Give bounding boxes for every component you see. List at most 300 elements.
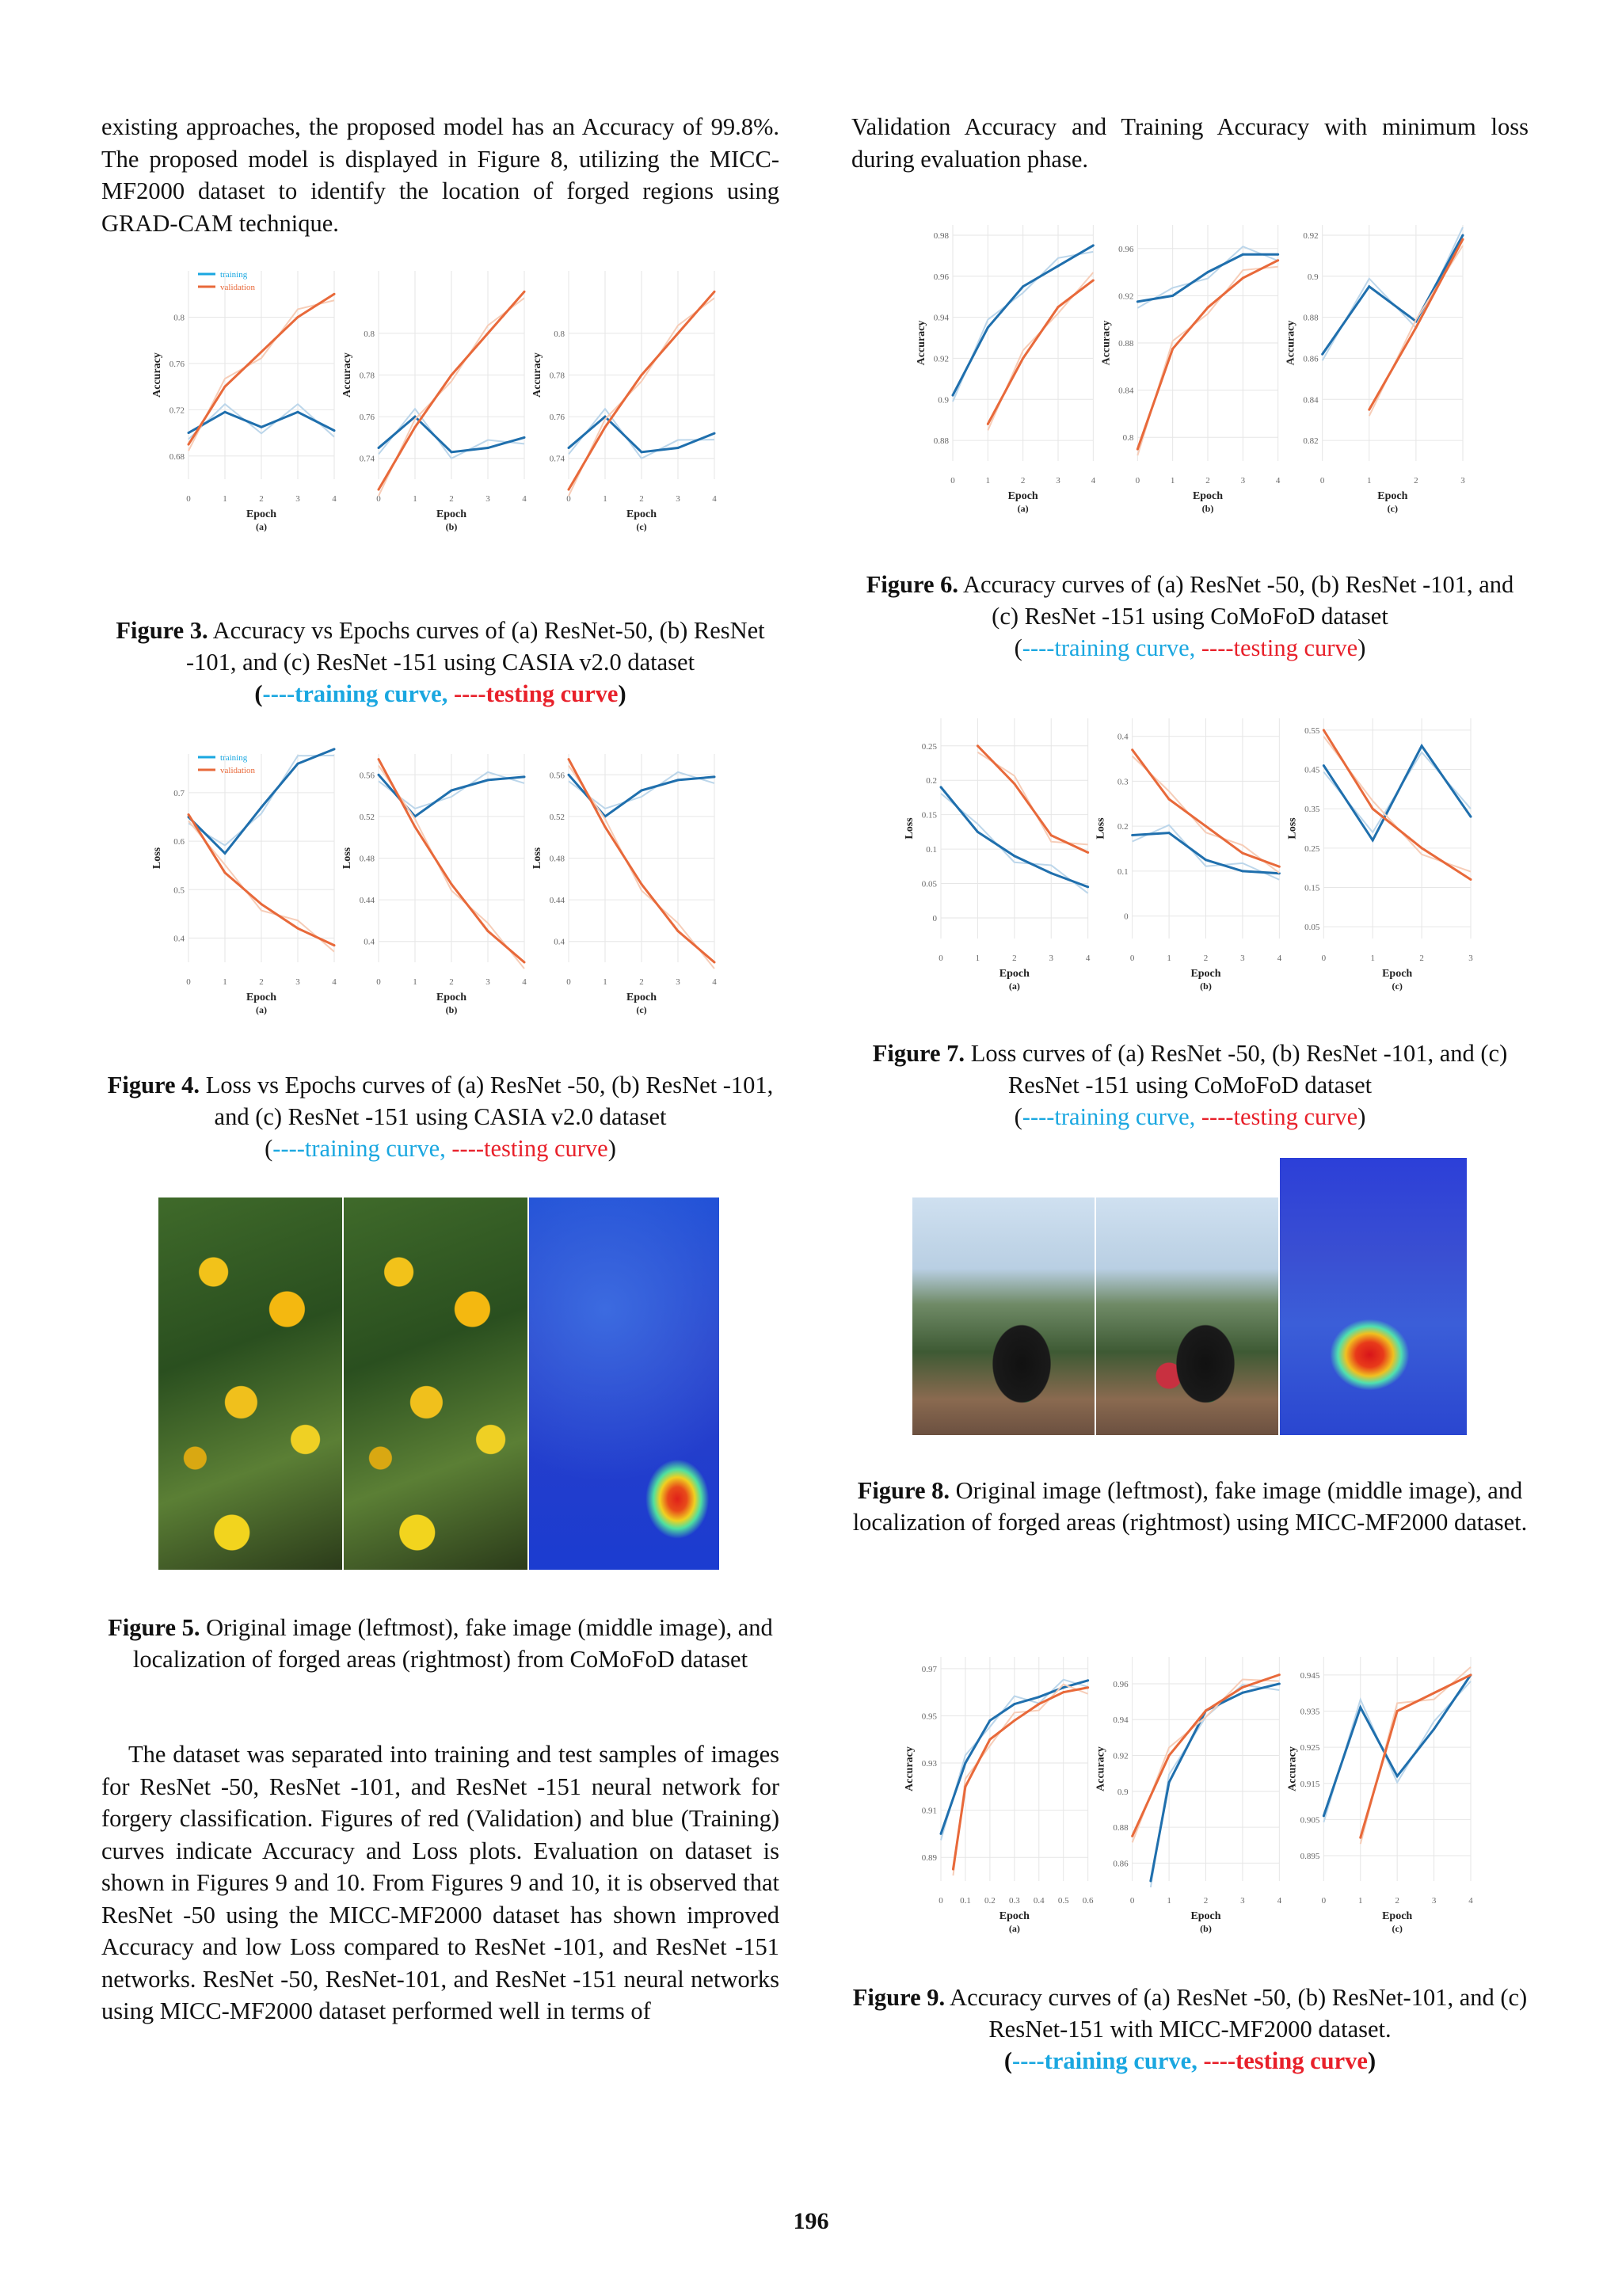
x-tick-label: 1: [413, 977, 417, 987]
validation-point: [297, 927, 299, 930]
x-tick-label: 2: [1203, 954, 1209, 963]
y-tick-label: 0.86: [1303, 354, 1319, 364]
x-axis-label: Epoch: [1007, 490, 1038, 502]
training-point: [1168, 832, 1171, 834]
figure-6-caption: Figure 6. Accuracy curves of (a) ResNet -50, (b) ResNet -101, and (c) ResNet -151 using CoMoFoD dataset (----training curve, ----testing curve): [866, 571, 1514, 661]
x-tick-label: 0: [1321, 1896, 1327, 1906]
training-point: [487, 447, 489, 449]
training-point: [1368, 285, 1370, 287]
y-tick-label: 0.4: [364, 937, 375, 947]
y-axis-label: Loss: [151, 847, 163, 870]
y-tick-label: 0.2: [1117, 822, 1129, 832]
y-tick-label: 0.76: [549, 413, 565, 423]
y-tick-label: 0.9: [938, 395, 949, 406]
x-tick-label: 1: [1358, 1896, 1363, 1906]
validation-point: [1470, 1673, 1472, 1676]
validation-point: [604, 426, 607, 428]
x-tick-label: 2: [639, 977, 644, 987]
validation-point: [1168, 798, 1171, 801]
legend-training-label: training: [220, 753, 248, 763]
training-point: [1038, 1696, 1040, 1698]
figure-9-chart: [903, 1639, 1477, 1952]
x-tick-label: 4: [332, 494, 337, 504]
x-tick-label: 0.4: [1033, 1896, 1045, 1906]
x-tick-label: 4: [1468, 1896, 1473, 1906]
y-tick-label: 0.88: [1118, 339, 1134, 348]
panel-sublabel: (b): [1200, 1923, 1212, 1934]
training-series-line: [1323, 746, 1471, 840]
validation-series-line: [953, 1688, 1087, 1869]
x-tick-label: 1: [603, 977, 607, 987]
x-tick-label: 0: [950, 476, 955, 485]
y-tick-label: 0.88: [1303, 313, 1319, 323]
y-tick-label: 0.55: [1304, 725, 1320, 736]
validation-point: [297, 316, 299, 318]
x-tick-label: 2: [449, 494, 454, 504]
x-tick-label: 4: [332, 977, 337, 987]
validation-point: [1242, 277, 1244, 280]
y-axis-label: Accuracy: [1100, 320, 1113, 366]
training-point: [940, 786, 942, 788]
panel-sublabel: (c): [636, 521, 647, 532]
figure-8-caption: Figure 8. Original image (leftmost), fake image (middle image), and localization of forged areas (rightmost) using MICC-MF2000 dataset.: [852, 1477, 1528, 1536]
validation-raw-line: [988, 272, 1093, 430]
x-tick-label: 3: [295, 977, 300, 987]
fig9-svg: [903, 1639, 1477, 1952]
fig9-panel-1: [1095, 1657, 1282, 1934]
training-point: [1050, 872, 1053, 874]
y-tick-label: 0.9: [1117, 1787, 1129, 1797]
validation-point: [487, 332, 489, 334]
validation-point: [1171, 348, 1174, 350]
panel-sublabel: (a): [256, 1004, 267, 1015]
fig9-panel-0: [904, 1657, 1094, 1934]
y-tick-label: 0.1: [926, 845, 937, 855]
validation-point: [1323, 729, 1325, 731]
figure-8-localization-heatmap: [1280, 1158, 1467, 1435]
y-tick-label: 0.98: [933, 230, 949, 241]
fig6-panel-0: [916, 225, 1096, 514]
y-axis-label: Accuracy: [1285, 320, 1297, 366]
y-tick-label: 0.95: [921, 1712, 937, 1722]
x-tick-label: 0.2: [984, 1896, 996, 1906]
y-tick-label: 0.94: [933, 313, 949, 323]
y-tick-label: 0.96: [933, 272, 949, 282]
x-tick-label: 2: [1414, 476, 1418, 485]
y-tick-label: 0.96: [1113, 1679, 1129, 1689]
left-paragraph-1: existing approaches, the proposed model has an Accuracy of 99.8%. The proposed model is displayed in Figure 8, utilizing the MICC-MF2000 dataset to identify the location of forged regions using GRAD-CAM technique.: [101, 113, 779, 237]
y-tick-label: 0.5: [173, 885, 185, 896]
validation-point: [714, 961, 716, 964]
x-tick-label: 2: [1395, 1896, 1399, 1906]
fig4-svg: [150, 737, 721, 1034]
validation-point: [964, 1785, 966, 1788]
validation-point: [1131, 748, 1133, 751]
x-tick-label: 2: [639, 494, 644, 504]
panel-sublabel: (b): [445, 1004, 458, 1015]
x-tick-label: 1: [603, 494, 607, 504]
training-point: [261, 426, 263, 428]
fig7-panel-1: [1095, 718, 1282, 992]
panel-sublabel: (a): [256, 521, 267, 532]
fig7-panel-2: [1286, 718, 1473, 992]
x-tick-label: 3: [485, 494, 490, 504]
y-tick-label: 0.91: [921, 1806, 937, 1816]
validation-point: [1087, 851, 1089, 854]
y-tick-label: 0.84: [1303, 395, 1319, 406]
right-column: [851, 111, 1529, 175]
y-tick-label: 0.6: [173, 837, 185, 847]
validation-series-line: [1323, 730, 1471, 880]
x-tick-label: 1: [1167, 954, 1171, 963]
training-point: [568, 774, 570, 776]
x-axis-label: Epoch: [999, 1910, 1030, 1922]
training-series-line: [1323, 235, 1463, 354]
x-tick-label: 0.1: [960, 1896, 971, 1906]
figure-6-chart: [915, 208, 1469, 532]
x-axis-label: Epoch: [1382, 968, 1413, 980]
y-tick-label: 0.8: [173, 313, 185, 323]
x-axis-label: Epoch: [626, 992, 657, 1003]
figure-8-fake-image: [1096, 1197, 1278, 1435]
training-point: [378, 774, 380, 776]
validation-point: [188, 444, 190, 446]
validation-point: [524, 961, 526, 964]
training-point: [568, 447, 570, 449]
validation-point: [1205, 825, 1207, 828]
validation-point: [988, 1738, 991, 1741]
training-point: [224, 852, 227, 855]
y-tick-label: 0.86: [1113, 1859, 1129, 1869]
validation-point: [1062, 1691, 1064, 1693]
y-tick-label: 0.78: [359, 371, 375, 381]
y-tick-label: 0.97: [921, 1664, 937, 1674]
training-point: [1092, 244, 1095, 246]
validation-point: [977, 744, 979, 747]
fig4-panel-2: [531, 754, 717, 1015]
y-tick-label: 0.44: [549, 896, 565, 906]
y-tick-label: 0.8: [364, 329, 375, 339]
validation-point: [568, 489, 570, 491]
training-point: [1278, 1682, 1281, 1685]
validation-point: [1207, 307, 1209, 309]
y-axis-label: Loss: [1286, 817, 1299, 840]
y-tick-label: 0.4: [1117, 732, 1129, 742]
x-axis-label: Epoch: [1377, 490, 1408, 502]
x-axis-label: Epoch: [1190, 1910, 1221, 1922]
panel-sublabel: (b): [1200, 980, 1212, 992]
y-tick-label: 0.4: [554, 937, 565, 947]
validation-point: [451, 374, 453, 376]
validation-series-line: [977, 746, 1087, 853]
y-axis-label: Accuracy: [904, 1746, 916, 1791]
training-point: [1241, 1692, 1243, 1694]
y-tick-label: 0.94: [1113, 1715, 1129, 1726]
y-axis-label: Loss: [1095, 817, 1107, 840]
y-tick-label: 0.15: [1304, 883, 1320, 893]
x-axis-label: Epoch: [246, 508, 277, 520]
x-tick-label: 2: [259, 494, 264, 504]
y-tick-label: 0.05: [921, 879, 937, 889]
fig7-svg: [903, 701, 1477, 1010]
training-point: [1359, 1706, 1361, 1708]
y-tick-label: 0.88: [1113, 1823, 1129, 1833]
y-tick-label: 0.25: [1304, 843, 1320, 854]
figure-8-original-image: [912, 1197, 1095, 1435]
y-tick-label: 0.96: [1118, 244, 1134, 254]
y-tick-label: 0.78: [549, 371, 565, 381]
x-tick-label: 3: [295, 494, 300, 504]
training-point: [1242, 253, 1244, 256]
y-tick-label: 0.92: [1113, 1751, 1129, 1761]
fig7-panel-0: [904, 718, 1091, 992]
training-point: [378, 447, 380, 449]
validation-point: [188, 813, 190, 816]
x-tick-label: 4: [1091, 476, 1096, 485]
training-point: [714, 775, 716, 778]
training-point: [451, 790, 453, 792]
panel-sublabel: (a): [1017, 503, 1029, 514]
validation-point: [261, 903, 263, 905]
x-tick-label: 2: [1205, 476, 1210, 485]
x-axis-label: Epoch: [626, 508, 657, 520]
y-tick-label: 0: [1124, 912, 1129, 922]
x-tick-label: 1: [223, 977, 227, 987]
training-point: [224, 411, 227, 413]
y-axis-label: Accuracy: [1286, 1746, 1299, 1791]
y-tick-label: 0.7: [173, 788, 185, 798]
x-tick-label: 0: [1129, 954, 1135, 963]
y-tick-label: 0.45: [1304, 765, 1320, 775]
figure-5-caption: Figure 5. Original image (leftmost), fake image (middle image), and localization of forged areas (rightmost) from CoMoFoD dataset: [108, 1614, 773, 1673]
validation-point: [1241, 852, 1243, 855]
figure-5-fake-image: [344, 1197, 527, 1570]
y-tick-label: 0.925: [1300, 1743, 1320, 1753]
panel-sublabel: (c): [1392, 980, 1403, 992]
validation-point: [414, 426, 417, 428]
legend-validation-label: validation: [220, 283, 255, 292]
y-axis-label: Accuracy: [916, 320, 927, 366]
validation-point: [1038, 1703, 1040, 1705]
y-tick-label: 0.93: [921, 1759, 937, 1769]
x-tick-label: 2: [1203, 1896, 1209, 1906]
figure-7-caption: Figure 7. Loss curves of (a) ResNet -50, (b) ResNet -101, and (c) ResNet -151 using CoMoFoD dataset (----training curve, ----testing curve): [872, 1040, 1508, 1130]
y-tick-label: 0.68: [169, 451, 185, 462]
training-point: [1323, 1814, 1325, 1817]
training-point: [1168, 1781, 1171, 1784]
y-axis-label: Loss: [341, 847, 353, 870]
validation-point: [1414, 326, 1417, 329]
x-tick-label: 0.3: [1008, 1896, 1020, 1906]
training-point: [1171, 295, 1174, 297]
figure-4-caption: Figure 4. Loss vs Epochs curves of (a) ResNet -50, (b) ResNet -101, and (c) ResNet -151 using CASIA v2.0 dataset (----training curve, ----testing curve): [107, 1072, 774, 1162]
y-tick-label: 0.72: [169, 406, 185, 416]
training-point: [987, 326, 989, 329]
validation-point: [261, 351, 263, 353]
training-point: [1013, 1703, 1015, 1705]
y-axis-label: Loss: [904, 817, 916, 840]
right-paragraph-1: Validation Accuracy and Training Accuracy with minimum loss during evaluation phase.: [851, 113, 1529, 173]
panel-sublabel: (c): [1387, 503, 1398, 514]
validation-point: [378, 489, 380, 491]
training-raw-line: [1323, 227, 1463, 360]
x-axis-label: Epoch: [436, 992, 467, 1003]
y-tick-label: 0.52: [549, 812, 565, 822]
left-column-lower: [101, 1738, 779, 2028]
training-point: [1433, 1728, 1435, 1731]
figure-7-chart: [903, 701, 1477, 1010]
panel-sublabel: (a): [1008, 1923, 1020, 1934]
training-point: [1207, 271, 1209, 273]
x-tick-label: 3: [1240, 954, 1245, 963]
y-tick-label: 0.92: [1303, 230, 1319, 241]
y-tick-label: 0.76: [359, 413, 375, 423]
x-axis-label: Epoch: [246, 992, 277, 1003]
y-axis-label: Loss: [531, 847, 543, 870]
validation-point: [1462, 238, 1464, 241]
training-point: [333, 429, 336, 432]
y-tick-label: 0.56: [359, 771, 375, 781]
x-tick-label: 2: [1012, 954, 1017, 963]
y-tick-label: 0.1: [1117, 866, 1129, 877]
fig3-svg: [150, 253, 721, 550]
validation-point: [1050, 834, 1053, 836]
x-tick-label: 3: [1056, 476, 1060, 485]
validation-point: [487, 930, 489, 932]
training-point: [1421, 744, 1423, 747]
y-tick-label: 0.92: [1118, 291, 1134, 302]
x-tick-label: 1: [1170, 476, 1175, 485]
y-tick-label: 0.48: [549, 854, 565, 864]
validation-point: [524, 291, 526, 293]
validation-point: [1092, 279, 1095, 281]
validation-point: [641, 374, 643, 376]
training-point: [1131, 834, 1133, 836]
x-tick-label: 3: [1049, 954, 1053, 963]
training-point: [524, 775, 526, 778]
panel-sublabel: (b): [445, 521, 458, 532]
y-axis-label: Accuracy: [341, 352, 353, 398]
fig3-panel-0: [151, 270, 337, 532]
validation-point: [1278, 866, 1281, 868]
validation-point: [987, 423, 989, 425]
validation-point: [1372, 808, 1374, 810]
figure-9-caption: Figure 9. Accuracy curves of (a) ResNet -50, (b) ResNet-101, and (c) ResNet-151 with MICC-MF2000 dataset. (----training curve, ----testing curve): [852, 1984, 1528, 2074]
training-point: [1087, 1679, 1089, 1681]
training-point: [261, 806, 263, 809]
validation-point: [1168, 1754, 1171, 1757]
x-tick-label: 3: [1460, 476, 1465, 485]
training-point: [977, 831, 979, 833]
training-point: [1277, 253, 1279, 256]
x-tick-label: 3: [1431, 1896, 1437, 1906]
validation-point: [1022, 357, 1024, 360]
training-point: [1470, 816, 1472, 818]
validation-point: [1013, 1719, 1015, 1722]
validation-point: [333, 293, 336, 295]
validation-point: [378, 758, 380, 760]
x-tick-label: 0: [566, 494, 571, 504]
x-tick-label: 4: [712, 494, 717, 504]
y-tick-label: 0.52: [359, 812, 375, 822]
validation-point: [451, 883, 453, 885]
validation-point: [677, 930, 680, 932]
y-axis-label: Accuracy: [151, 352, 163, 398]
validation-point: [1241, 1686, 1243, 1689]
y-tick-label: 0.44: [359, 896, 375, 906]
validation-point: [1368, 409, 1370, 411]
y-tick-label: 0.56: [549, 771, 565, 781]
training-point: [1022, 285, 1024, 287]
validation-point: [333, 944, 336, 946]
y-tick-label: 0.905: [1300, 1815, 1320, 1826]
x-tick-label: 0: [186, 494, 191, 504]
validation-raw-line: [1323, 737, 1471, 872]
figure-5-original-image: [158, 1197, 342, 1570]
y-tick-label: 0.76: [169, 359, 185, 369]
validation-point: [224, 386, 227, 388]
y-tick-label: 0.92: [933, 354, 949, 364]
x-tick-label: 0: [1321, 954, 1327, 963]
training-point: [188, 432, 190, 434]
training-point: [1321, 353, 1323, 356]
training-point: [1372, 839, 1374, 841]
y-tick-label: 0.8: [1122, 433, 1134, 444]
x-tick-label: 3: [676, 977, 680, 987]
y-tick-label: 0.82: [1303, 436, 1319, 447]
x-tick-label: 3: [1240, 476, 1246, 485]
training-point: [1205, 859, 1207, 861]
validation-point: [1396, 1710, 1399, 1712]
training-raw-line: [1151, 1685, 1279, 1887]
x-tick-label: 4: [1275, 476, 1281, 485]
validation-point: [1470, 878, 1472, 881]
x-tick-label: 3: [1240, 1896, 1245, 1906]
y-tick-label: 0.15: [921, 810, 937, 821]
training-point: [641, 451, 643, 453]
x-tick-label: 3: [1468, 954, 1473, 963]
x-tick-label: 0: [939, 1896, 943, 1906]
validation-point: [1277, 259, 1279, 261]
validation-point: [224, 871, 227, 874]
legend-training-label: training: [220, 270, 248, 280]
training-point: [297, 411, 299, 413]
validation-point: [1205, 1709, 1207, 1712]
figure-4-chart: [150, 737, 721, 1034]
x-tick-label: 4: [712, 977, 717, 987]
fig3-panel-2: [531, 271, 717, 532]
y-tick-label: 0.2: [926, 776, 937, 786]
y-tick-label: 0.915: [1300, 1779, 1320, 1789]
x-tick-label: 0: [376, 977, 381, 987]
y-tick-label: 0.895: [1300, 1852, 1320, 1862]
page-number: 196: [793, 2208, 829, 2234]
training-point: [988, 1719, 991, 1722]
x-tick-label: 0: [376, 494, 381, 504]
figure-5-localization-heatmap: [529, 1197, 719, 1570]
validation-point: [568, 758, 570, 760]
training-point: [487, 779, 489, 781]
validation-raw-line: [977, 752, 1087, 845]
panel-sublabel: (c): [636, 1004, 647, 1015]
x-tick-label: 1: [1370, 954, 1375, 963]
training-point: [641, 790, 643, 792]
validation-point: [641, 883, 643, 885]
training-point: [1462, 234, 1464, 236]
x-tick-label: 1: [1367, 476, 1372, 485]
validation-series-line: [988, 280, 1093, 424]
x-tick-label: 0: [186, 977, 191, 987]
